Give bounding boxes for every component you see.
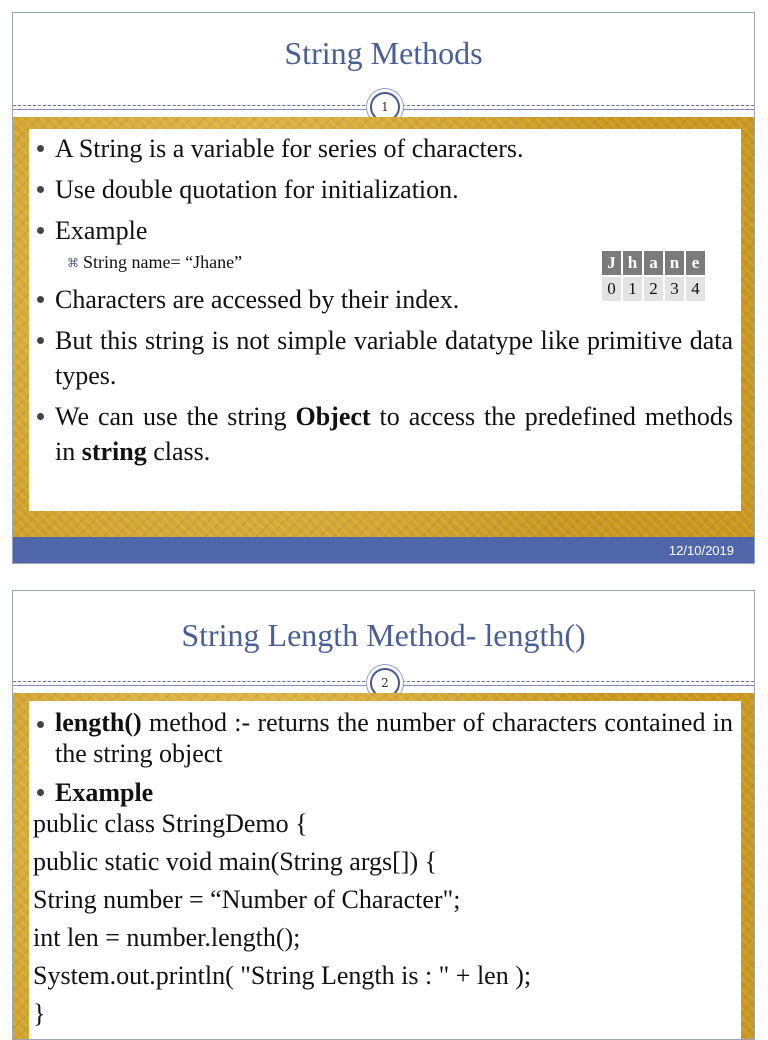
slide-number-badge: 1 [370, 92, 400, 122]
letter-cell: J [602, 251, 621, 275]
letter-cell: n [665, 251, 684, 275]
slide-number-badge: 2 [370, 668, 400, 698]
bullet-item-length [33, 707, 733, 769]
code-line: public class StringDemo { [33, 809, 308, 838]
bold-text: Object [295, 402, 371, 431]
bullet-list [33, 131, 733, 475]
slide-2-title: String Length Method- length() [181, 617, 586, 653]
star-bullet-icon: ⌘ [67, 256, 79, 270]
index-cell: 4 [686, 277, 705, 301]
index-cell: 1 [623, 277, 642, 301]
code-line: String number = “Number of Character"; [33, 885, 461, 914]
content-area [29, 701, 741, 1040]
bullet-item: Characters are accessed by their index. [33, 282, 733, 317]
string-index-table [600, 249, 707, 303]
letter-cell: a [644, 251, 663, 275]
bullet-item: A String is a variable for series of characters. [33, 131, 733, 166]
code-line: int len = number.length(); [33, 923, 301, 952]
bullet-item: Example [33, 213, 733, 248]
bullet-item: Example [33, 775, 733, 810]
index-cell: 3 [665, 277, 684, 301]
text-span: class. [146, 437, 211, 466]
bullet-item-object [33, 399, 733, 469]
letter-cell: e [686, 251, 705, 275]
text-span: to access the predefined methods in [55, 402, 733, 466]
slide-1 [12, 12, 755, 564]
bold-text: length() [55, 708, 142, 737]
index-cell: 0 [602, 277, 621, 301]
letter-cell: h [623, 251, 642, 275]
indexes-row [602, 277, 705, 301]
bullet-list [33, 707, 733, 816]
code-line: } [33, 999, 46, 1028]
text-span: We can use the string [55, 402, 296, 431]
content-area [29, 129, 741, 511]
slide-date: 12/10/2019 [668, 543, 734, 558]
code-block [33, 805, 531, 1033]
bullet-item: Use double quotation for initialization. [33, 172, 733, 207]
index-cell: 2 [644, 277, 663, 301]
letters-row [602, 251, 705, 275]
slide-2 [12, 590, 755, 1040]
slide-1-title: String Methods [284, 35, 483, 71]
footer-bar [13, 537, 754, 564]
bullet-item: But this string is not simple variable datatype like primitive data types. [33, 323, 733, 393]
bold-text: string [81, 437, 147, 466]
code-line: public static void main(String args[]) { [33, 847, 438, 876]
code-line: System.out.println( "String Length is : " + len ); [33, 961, 532, 990]
text-span: method :- returns the number of characters contained in the string object [55, 708, 733, 768]
sub-bullet-text: String name= “Jhane” [83, 252, 243, 272]
